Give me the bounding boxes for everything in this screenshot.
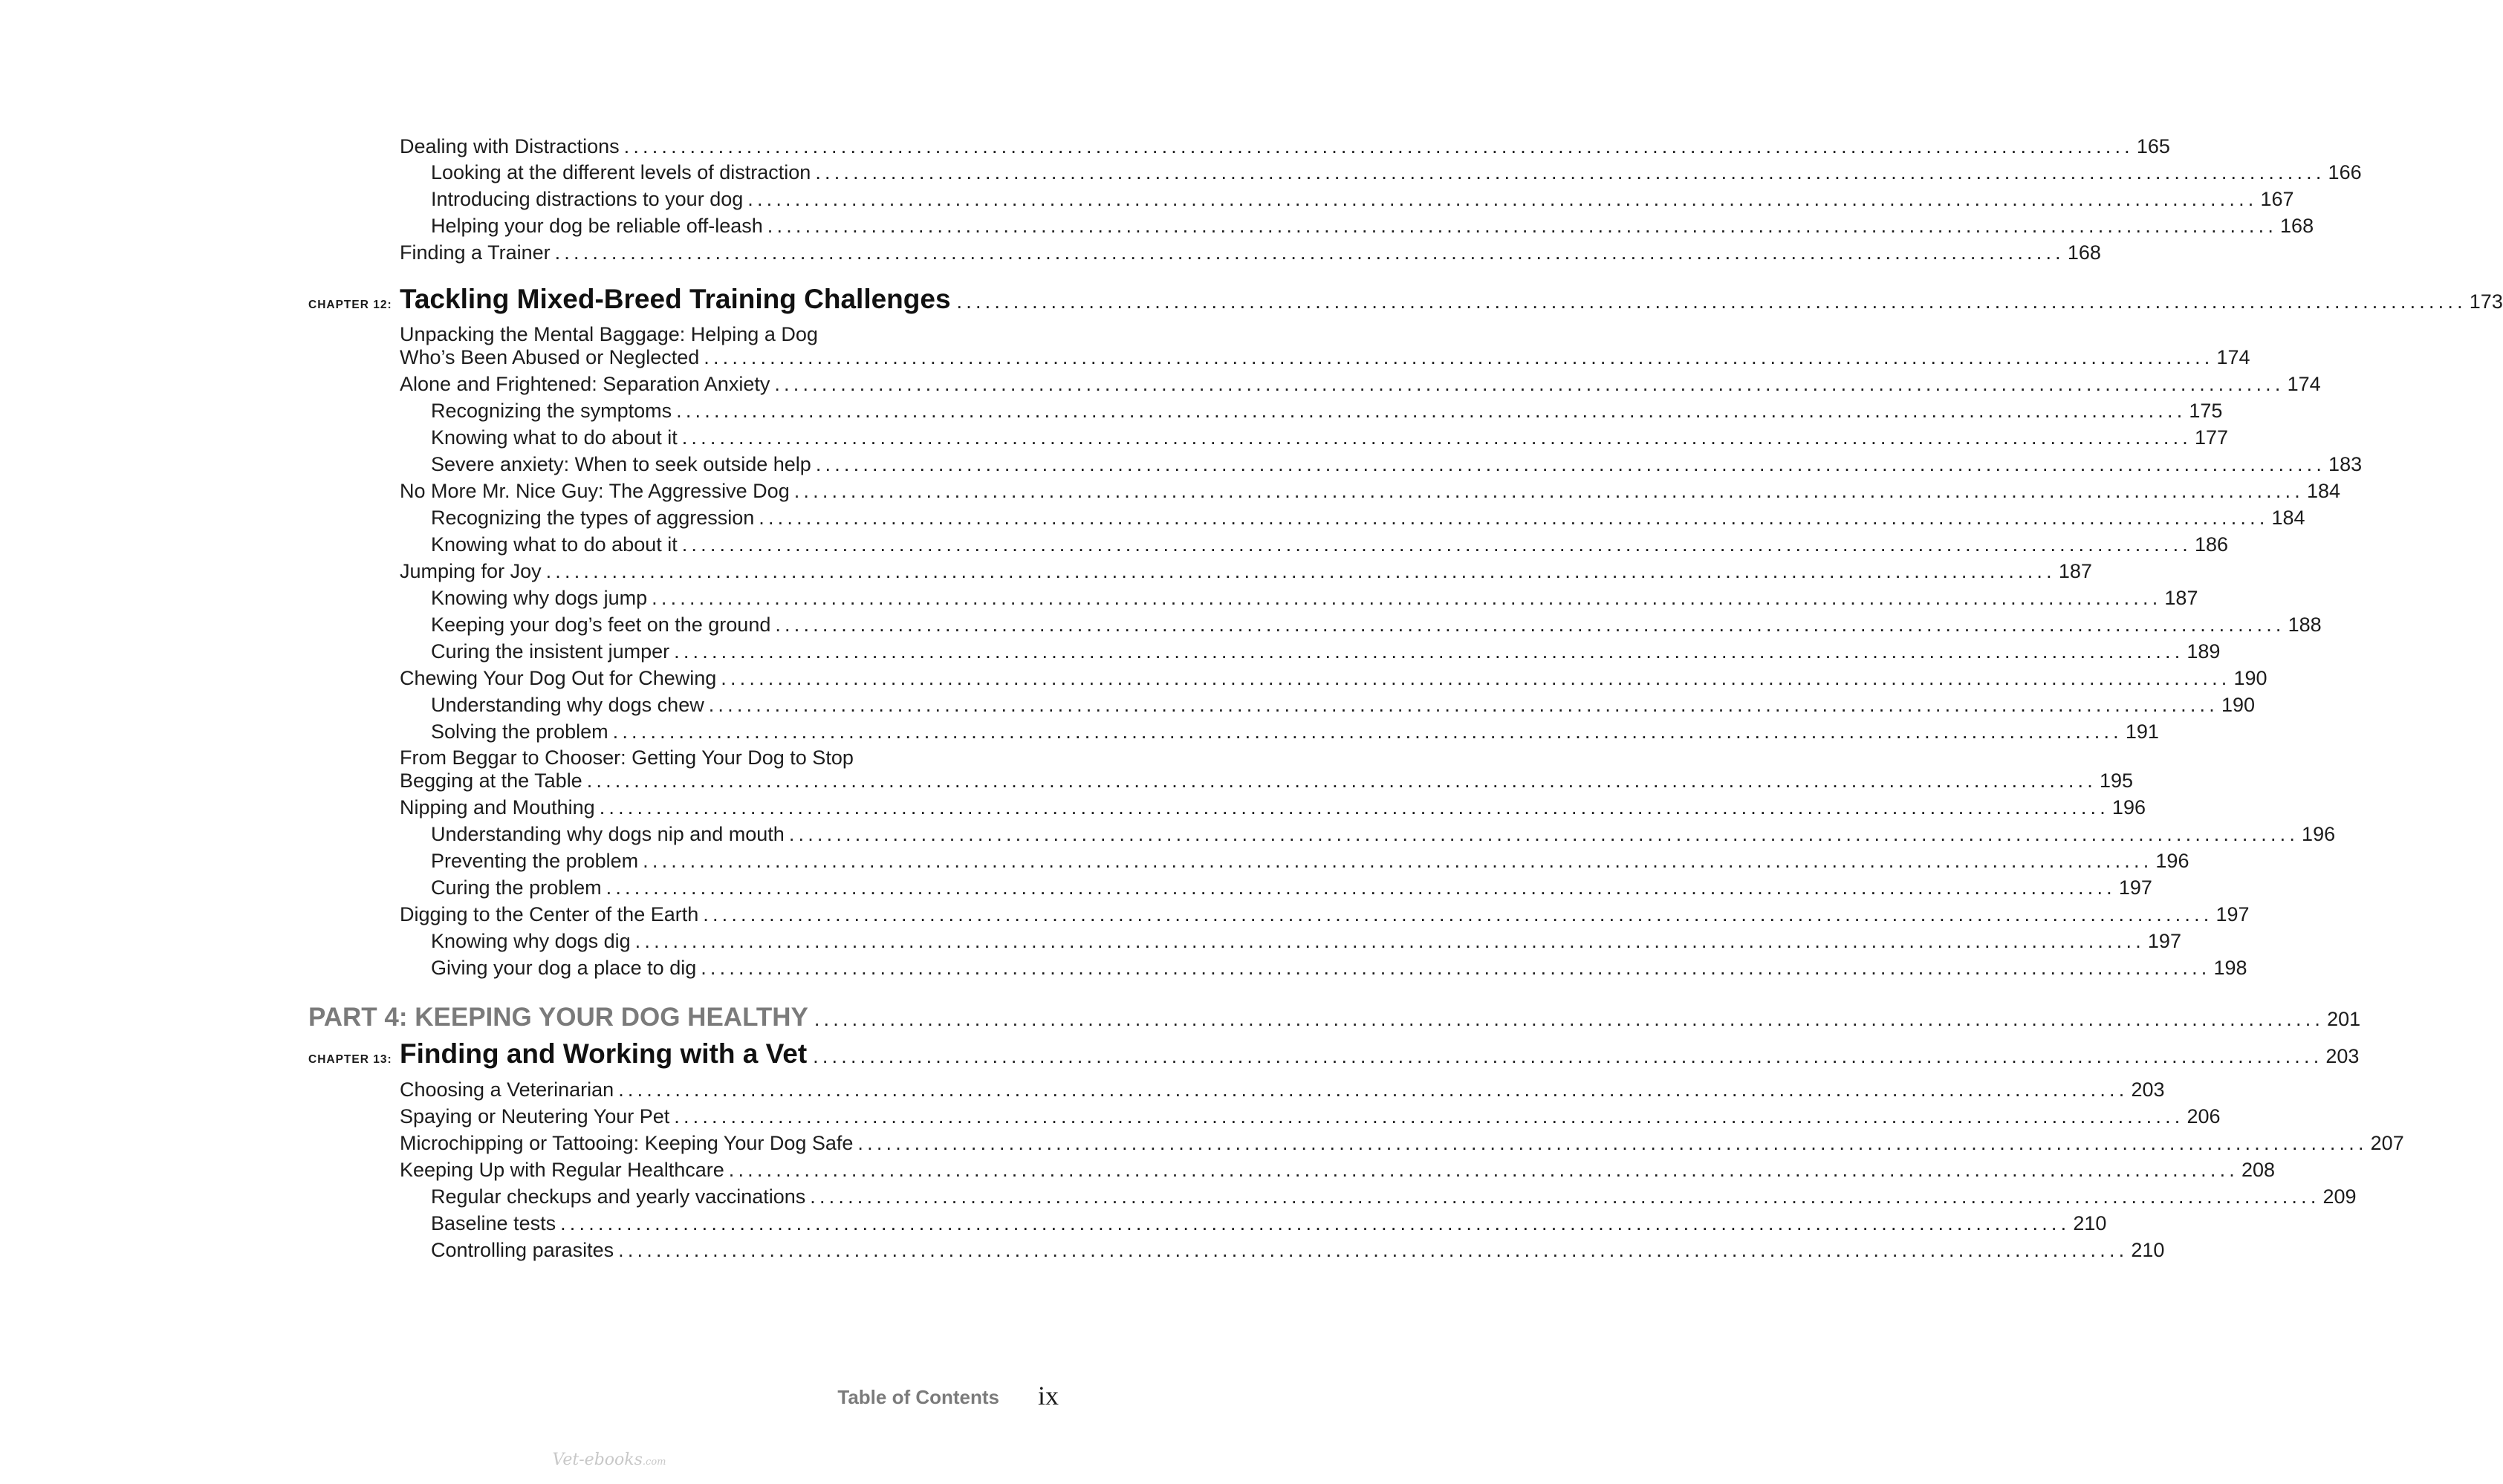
toc-entry-label: Severe anxiety: When to seek outside help bbox=[431, 453, 811, 475]
toc-entry-label: Understanding why dogs nip and mouth bbox=[431, 823, 785, 845]
toc-entry[interactable] bbox=[431, 929, 2181, 953]
toc-entry[interactable] bbox=[431, 1211, 2107, 1235]
dot-leader: ................................................................................................................................................................ bbox=[793, 480, 2304, 502]
toc-entry[interactable] bbox=[431, 1185, 2357, 1208]
toc-entry-page: 167 bbox=[2260, 188, 2294, 210]
dot-leader: ................................................................................................................................................................ bbox=[721, 667, 2231, 689]
toc-entry[interactable] bbox=[431, 640, 2221, 663]
toc-entry-page: 177 bbox=[2194, 426, 2229, 449]
chapter-title: Tackling Mixed-Breed Training Challenges bbox=[400, 284, 951, 314]
toc-entry-page: 206 bbox=[2187, 1105, 2221, 1127]
toc-entry-page: 174 bbox=[2287, 373, 2321, 395]
dot-leader: ................................................................................................................................................................ bbox=[815, 453, 2326, 475]
dot-leader: ................................................................................................................................................................ bbox=[774, 373, 2285, 395]
watermark-suffix: .com bbox=[642, 1457, 666, 1468]
chapter-page: 173 bbox=[2469, 290, 2503, 313]
dot-leader: ................................................................................................................................................................ bbox=[814, 1008, 2325, 1030]
toc-entry[interactable] bbox=[400, 666, 2267, 690]
toc-entry-wrap-line[interactable]: From Beggar to Chooser: Getting Your Dog to Stop bbox=[400, 746, 854, 769]
toc-entry-page: 184 bbox=[2271, 507, 2305, 529]
dot-leader: ................................................................................................................................................................ bbox=[775, 614, 2285, 636]
toc-entry-label: Keeping your dog’s feet on the ground bbox=[431, 614, 771, 636]
toc-entry-page: 187 bbox=[2058, 560, 2092, 582]
dot-leader: ................................................................................................................................................................ bbox=[652, 587, 2162, 609]
toc-entry-label: Curing the insistent jumper bbox=[431, 640, 670, 663]
toc-entry-label: Curing the problem bbox=[431, 876, 602, 899]
toc-entry[interactable] bbox=[400, 134, 2170, 158]
toc-entry[interactable] bbox=[400, 902, 2250, 926]
toc-entry[interactable] bbox=[431, 613, 2322, 637]
dot-leader: ................................................................................................................................................................ bbox=[813, 1045, 2323, 1067]
toc-entry[interactable] bbox=[400, 1078, 2165, 1101]
toc-entry[interactable] bbox=[431, 1238, 2165, 1262]
toc-entry-label: Looking at the different levels of distraction bbox=[431, 161, 811, 183]
toc-entry-page: 196 bbox=[2155, 850, 2189, 872]
toc-entry-label: Jumping for Joy bbox=[400, 560, 542, 582]
toc-entry[interactable] bbox=[400, 1104, 2221, 1128]
running-footer-title: Table of Contents bbox=[837, 1386, 999, 1408]
toc-entry[interactable] bbox=[400, 795, 2146, 819]
toc-entry-label: Giving your dog a place to dig bbox=[431, 957, 697, 979]
toc-entry[interactable] bbox=[400, 372, 2321, 396]
toc-entry[interactable] bbox=[431, 426, 2229, 449]
dot-leader: ................................................................................................................................................................ bbox=[747, 188, 2258, 210]
toc-entry-label: Recognizing the types of aggression bbox=[431, 507, 755, 529]
page-number: ix bbox=[1037, 1381, 1059, 1410]
dot-leader: ................................................................................................................................................................ bbox=[759, 507, 2269, 529]
dot-leader: ................................................................................................................................................................ bbox=[634, 930, 2145, 952]
watermark-logo bbox=[520, 1451, 698, 1469]
toc-entry-page: 189 bbox=[2187, 640, 2221, 663]
toc-entry-page: 175 bbox=[2189, 400, 2223, 422]
toc-entry-page: 210 bbox=[2073, 1212, 2107, 1234]
part-heading-4[interactable] bbox=[308, 1003, 2361, 1037]
toc-entry-page: 209 bbox=[2322, 1185, 2357, 1208]
toc-entry[interactable] bbox=[431, 822, 2336, 846]
dot-leader: ................................................................................................................................................................ bbox=[554, 241, 2065, 264]
toc-entry[interactable] bbox=[400, 559, 2092, 583]
dot-leader: ................................................................................................................................................................ bbox=[623, 135, 2134, 157]
toc-entry-label: Knowing why dogs jump bbox=[431, 587, 648, 609]
toc-entry-label: Knowing what to do about it bbox=[431, 533, 678, 556]
toc-entry-page: 195 bbox=[2099, 769, 2133, 792]
toc-entry-page: 196 bbox=[2302, 823, 2336, 845]
toc-entry-page: 168 bbox=[2067, 241, 2101, 264]
dot-leader: ................................................................................................................................................................ bbox=[618, 1078, 2129, 1101]
toc-entry[interactable] bbox=[431, 876, 2152, 899]
toc-entry-label: Baseline tests bbox=[431, 1212, 556, 1234]
toc-entry-label: Introducing distractions to your dog bbox=[431, 188, 744, 210]
toc-entry[interactable] bbox=[400, 1131, 2404, 1155]
toc-entry-page: 197 bbox=[2118, 876, 2152, 899]
toc-entry[interactable] bbox=[400, 345, 2250, 369]
toc-entry-label: Microchipping or Tattooing: Keeping Your Dog Safe bbox=[400, 1132, 854, 1154]
toc-entry-page: 198 bbox=[2213, 957, 2247, 979]
toc-entry-label: Knowing why dogs dig bbox=[431, 930, 631, 952]
toc-entry-page: 208 bbox=[2241, 1159, 2276, 1181]
toc-entry-label: Digging to the Center of the Earth bbox=[400, 903, 699, 925]
dot-leader: ................................................................................................................................................................ bbox=[545, 560, 2056, 582]
toc-entry-page: 187 bbox=[2164, 587, 2198, 609]
toc-entry[interactable] bbox=[431, 506, 2305, 530]
chapter-heading-13[interactable] bbox=[308, 1038, 2360, 1073]
dot-leader: ................................................................................................................................................................ bbox=[704, 346, 2214, 368]
part-title: PART 4: KEEPING YOUR DOG HEALTHY bbox=[308, 1003, 808, 1032]
toc-entry-label: Regular checkups and yearly vaccinations bbox=[431, 1185, 806, 1208]
toc-entry-label: Understanding why dogs chew bbox=[431, 694, 704, 716]
dot-leader: ................................................................................................................................................................ bbox=[703, 903, 2213, 925]
chapter-heading-12[interactable] bbox=[308, 284, 2503, 318]
dot-leader: ................................................................................................................................................................ bbox=[815, 161, 2325, 183]
toc-entry[interactable] bbox=[431, 956, 2247, 980]
toc-entry-page: 186 bbox=[2194, 533, 2229, 556]
toc-entry-page: 210 bbox=[2131, 1239, 2165, 1261]
toc-entry[interactable] bbox=[400, 769, 2133, 793]
dot-leader: ................................................................................................................................................................ bbox=[681, 533, 2192, 556]
dot-leader: ................................................................................................................................................................ bbox=[681, 426, 2192, 449]
toc-entry-label: Knowing what to do about it bbox=[431, 426, 678, 449]
toc-entry-label: Begging at the Table bbox=[400, 769, 582, 792]
toc-entry-label: Who’s Been Abused or Neglected bbox=[400, 346, 700, 368]
dot-leader: ................................................................................................................................................................ bbox=[857, 1132, 2368, 1154]
toc-entry[interactable] bbox=[431, 849, 2189, 873]
toc-entry-page: 190 bbox=[2221, 694, 2256, 716]
toc-entry[interactable] bbox=[431, 452, 2363, 476]
dot-leader: ................................................................................................................................................................ bbox=[767, 215, 2278, 237]
toc-entry[interactable] bbox=[431, 187, 2294, 211]
toc-entry-page: 191 bbox=[2125, 720, 2159, 743]
toc-entry-label: Controlling parasites bbox=[431, 1239, 614, 1261]
toc-entry-label: Spaying or Neutering Your Pet bbox=[400, 1105, 670, 1127]
chapter-label: CHAPTER 12: bbox=[308, 299, 392, 311]
toc-entry-page: 197 bbox=[2147, 930, 2181, 952]
toc-entry-label: Choosing a Veterinarian bbox=[400, 1078, 614, 1101]
toc-entry-page: 197 bbox=[2215, 903, 2250, 925]
toc-entry-page: 168 bbox=[2280, 215, 2314, 237]
part-page: 201 bbox=[2327, 1008, 2361, 1030]
toc-entry-label: Solving the problem bbox=[431, 720, 608, 743]
dot-leader: ................................................................................................................................................................ bbox=[674, 1105, 2184, 1127]
toc-entry[interactable] bbox=[400, 1158, 2276, 1182]
dot-leader: ................................................................................................................................................................ bbox=[586, 769, 2097, 792]
dot-leader: ................................................................................................................................................................ bbox=[728, 1159, 2239, 1181]
dot-leader: ................................................................................................................................................................ bbox=[708, 694, 2218, 716]
chapter-label: CHAPTER 13: bbox=[308, 1053, 392, 1066]
toc-entry-label: Recognizing the symptoms bbox=[431, 400, 672, 422]
toc-entry-page: 183 bbox=[2328, 453, 2363, 475]
toc-entry-label: Finding a Trainer bbox=[400, 241, 551, 264]
toc-entry[interactable] bbox=[431, 586, 2198, 610]
toc-entry-label: Nipping and Mouthing bbox=[400, 796, 595, 819]
toc-entry-page: 165 bbox=[2136, 135, 2170, 157]
toc-entry-label: Alone and Frightened: Separation Anxiety bbox=[400, 373, 770, 395]
toc-entry-page: 184 bbox=[2306, 480, 2341, 502]
toc-entry-label: Dealing with Distractions bbox=[400, 135, 620, 157]
toc-entry-label: Chewing Your Dog Out for Chewing bbox=[400, 667, 717, 689]
toc-entry[interactable] bbox=[431, 720, 2159, 743]
dot-leader: ................................................................................................................................................................ bbox=[599, 796, 2109, 819]
toc-entry-page: 203 bbox=[2131, 1078, 2165, 1101]
toc-entry[interactable] bbox=[431, 160, 2362, 184]
toc-entry-page: 166 bbox=[2328, 161, 2362, 183]
dot-leader: ................................................................................................................................................................ bbox=[643, 850, 2153, 872]
toc-entry[interactable] bbox=[431, 214, 2314, 238]
dot-leader: ................................................................................................................................................................ bbox=[956, 290, 2467, 313]
toc-entry-page: 190 bbox=[2233, 667, 2267, 689]
toc-entry-label: No More Mr. Nice Guy: The Aggressive Dog bbox=[400, 480, 790, 502]
dot-leader: ................................................................................................................................................................ bbox=[618, 1239, 2129, 1261]
dot-leader: ................................................................................................................................................................ bbox=[612, 720, 2123, 743]
toc-entry-label: Preventing the problem bbox=[431, 850, 639, 872]
watermark-text: Vet-ebooks bbox=[552, 1451, 643, 1469]
chapter-title: Finding and Working with a Vet bbox=[400, 1038, 808, 1069]
dot-leader: ................................................................................................................................................................ bbox=[560, 1212, 2071, 1234]
toc-entry-page: 207 bbox=[2370, 1132, 2404, 1154]
dot-leader: ................................................................................................................................................................ bbox=[701, 957, 2211, 979]
toc-entry-page: 174 bbox=[2216, 346, 2250, 368]
toc-entry[interactable] bbox=[400, 479, 2341, 503]
chapter-page: 203 bbox=[2325, 1045, 2360, 1067]
dot-leader: ................................................................................................................................................................ bbox=[674, 640, 2184, 663]
toc-entry-label: Helping your dog be reliable off-leash bbox=[431, 215, 763, 237]
dot-leader: ................................................................................................................................................................ bbox=[810, 1185, 2320, 1208]
toc-entry-page: 196 bbox=[2111, 796, 2146, 819]
toc-entry[interactable] bbox=[431, 533, 2229, 556]
dot-leader: ................................................................................................................................................................ bbox=[788, 823, 2299, 845]
toc-entry[interactable] bbox=[431, 399, 2223, 423]
dot-leader: ................................................................................................................................................................ bbox=[606, 876, 2116, 899]
toc-entry-wrap-line[interactable]: Unpacking the Mental Baggage: Helping a Dog bbox=[400, 323, 818, 345]
dot-leader: ................................................................................................................................................................ bbox=[676, 400, 2187, 422]
toc-entry-page: 188 bbox=[2288, 614, 2322, 636]
toc-entry[interactable] bbox=[431, 693, 2256, 717]
toc-entry[interactable] bbox=[400, 241, 2101, 264]
toc-entry-label: Keeping Up with Regular Healthcare bbox=[400, 1159, 724, 1181]
